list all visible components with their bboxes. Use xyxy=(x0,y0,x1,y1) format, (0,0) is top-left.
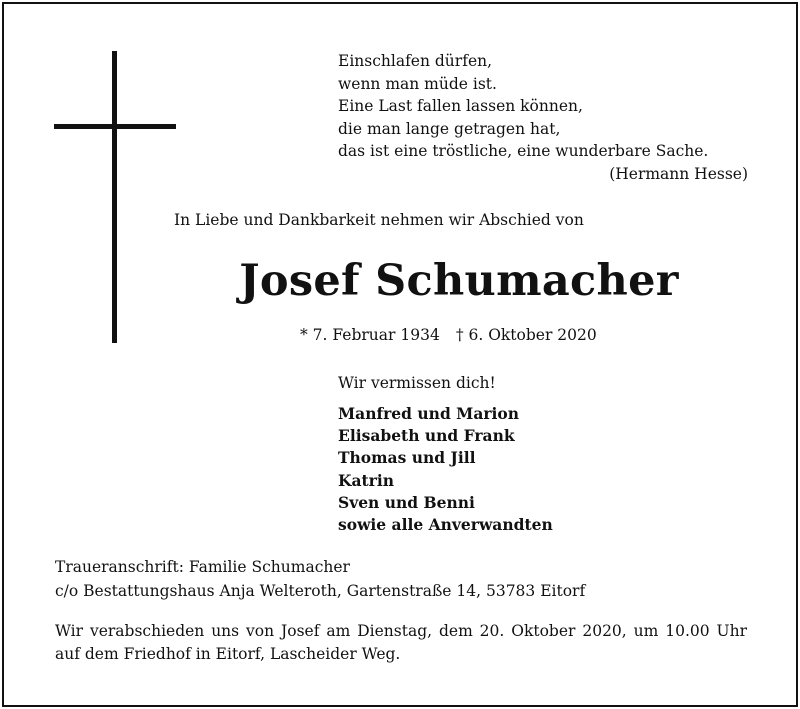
poem-line: die man lange getragen hat, xyxy=(338,119,561,138)
life-dates xyxy=(300,326,597,344)
family-member: Elisabeth und Frank xyxy=(338,426,515,446)
address-line: c/o Bestattungshaus Anja Welteroth, Gartenstraße 14, 53783 Eitorf xyxy=(55,581,586,600)
poem-line: Eine Last fallen lassen können, xyxy=(338,97,583,116)
miss-text: Wir vermissen dich! xyxy=(338,374,496,392)
poem-line: wenn man müde ist. xyxy=(338,74,497,93)
family-list xyxy=(338,403,553,536)
ceremony-notice: Wir verabschieden uns von Josef am Dienstag, dem 20. Oktober 2020, um 10.00 Uhr auf dem Friedhof in Eitorf, Lascheider Weg. xyxy=(55,622,747,663)
poem-author: (Hermann Hesse) xyxy=(609,164,748,183)
poem xyxy=(338,50,748,186)
family-member: Manfred und Marion xyxy=(338,404,520,423)
death-date: † 6. Oktober 2020 xyxy=(455,326,597,344)
family-member: Sven und Benni xyxy=(338,492,475,512)
mourning-address xyxy=(55,556,585,603)
family-member: Thomas und Jill xyxy=(338,448,476,468)
intro-text: In Liebe und Dankbarkeit nehmen wir Abschied von xyxy=(174,211,584,229)
birth-date: * 7. Februar 1934 xyxy=(300,326,440,344)
poem-line: das ist eine tröstliche, eine wunderbare Sache. xyxy=(338,142,709,161)
cross-horizontal-bar xyxy=(54,124,176,129)
family-member: Katrin xyxy=(338,470,394,490)
family-member: sowie alle Anverwandten xyxy=(338,515,553,535)
poem-line: Einschlafen dürfen, xyxy=(338,52,493,70)
deceased-name: Josef Schumacher xyxy=(239,256,679,306)
address-line: Traueranschrift: Familie Schumacher xyxy=(55,558,350,576)
